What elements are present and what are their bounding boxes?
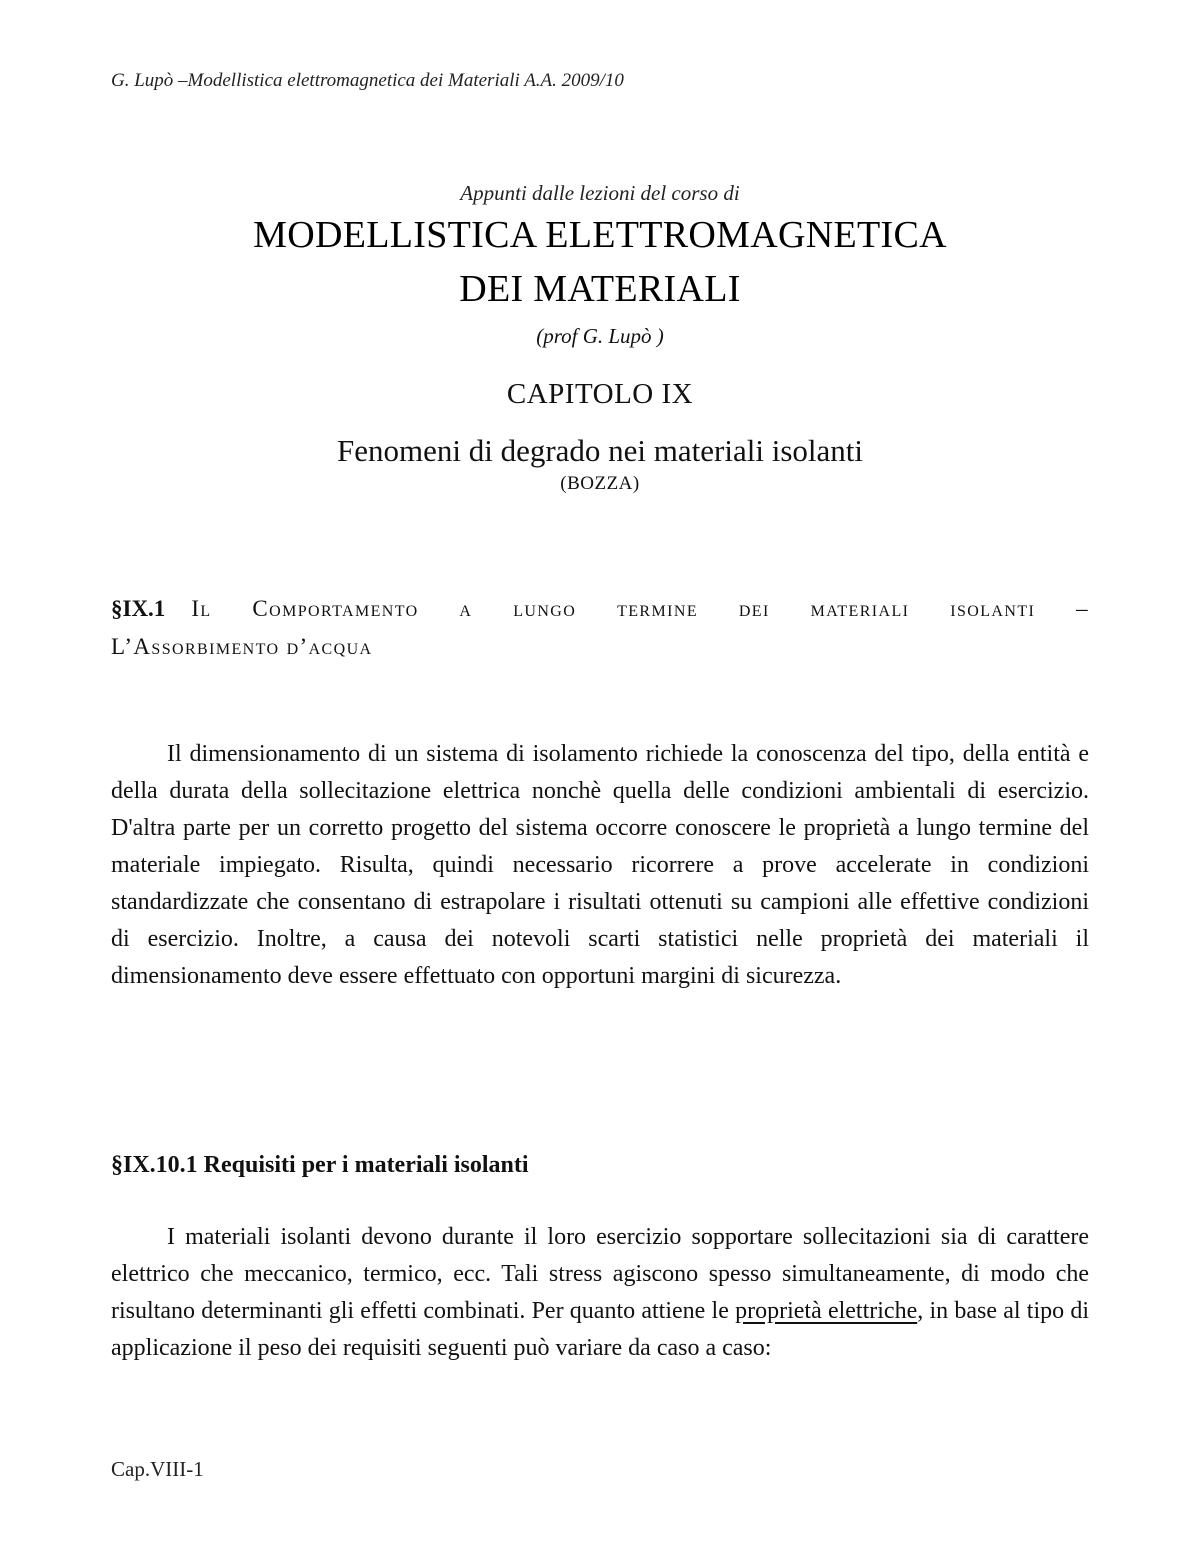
course-intro: Appunti dalle lezioni del corso di <box>460 181 740 205</box>
author: (prof G. Lupò ) <box>536 324 664 348</box>
page-number: Cap.VIII-1 <box>111 1457 204 1481</box>
running-header: G. Lupò –Modellistica elettromagnetica dei Materiali A.A. 2009/10 <box>111 70 624 91</box>
underlined-term: proprietà elettriche <box>735 1298 918 1324</box>
section-title-part-1: Il Comportamento a lungo termine dei materiali isolanti – <box>191 596 1089 621</box>
chapter-number: CAPITOLO IX <box>506 378 694 410</box>
draft-label: (BOZZA) <box>560 473 640 494</box>
paragraph-2-text-start: I materiali isolanti devono durante il loro esercizio sopportare sollecitazioni sia di carattere elettrico che meccanico, termico, ecc. Tali stress agiscono spesso simultaneamente, di modo che risultano determinanti gli effetti combinati. Per quanto attiene le <box>111 1224 1089 1324</box>
section-heading-line-1 <box>111 590 1089 628</box>
body-paragraph-2 <box>111 1219 1089 1367</box>
paragraph-2-text-end: , in base al tipo di applicazione il peso dei requisiti seguenti può variare da caso a caso: <box>111 1298 1090 1361</box>
subsection-heading: §IX.10.1 Requisiti per i materiali isolanti <box>111 1152 529 1178</box>
course-title-line-1: MODELLISTICA ELETTROMAGNETICA <box>253 214 947 256</box>
section-heading <box>111 590 1089 666</box>
title-block <box>0 178 1200 495</box>
section-title-part-2: L’Assorbimento d’acqua <box>111 634 373 659</box>
section-number: §IX.1 <box>111 596 166 621</box>
body-paragraph-1: Il dimensionamento di un sistema di isolamento richiede la conoscenza del tipo, della entità e della durata della sollecitazione elettrica nonchè quella delle condizioni ambientali di esercizio. D'altra parte per un corretto progetto del sistema occorre conoscere le proprietà a lungo termine del materiale impiegato. Risulta, quindi necessario ricorrere a prove accelerate in condizioni standardizzate che consentano di estrapolare i risultati ottenuti su campioni alle effettive condizioni di esercizio. Inoltre, a causa dei notevoli scarti statistici nelle proprietà dei materiali il dimensionamento deve essere effettuato con opportuni margini di sicurezza. <box>111 741 1089 989</box>
chapter-title: Fenomeni di degrado nei materiali isolanti <box>336 433 863 468</box>
course-title-line-2: DEI MATERIALI <box>459 268 741 310</box>
